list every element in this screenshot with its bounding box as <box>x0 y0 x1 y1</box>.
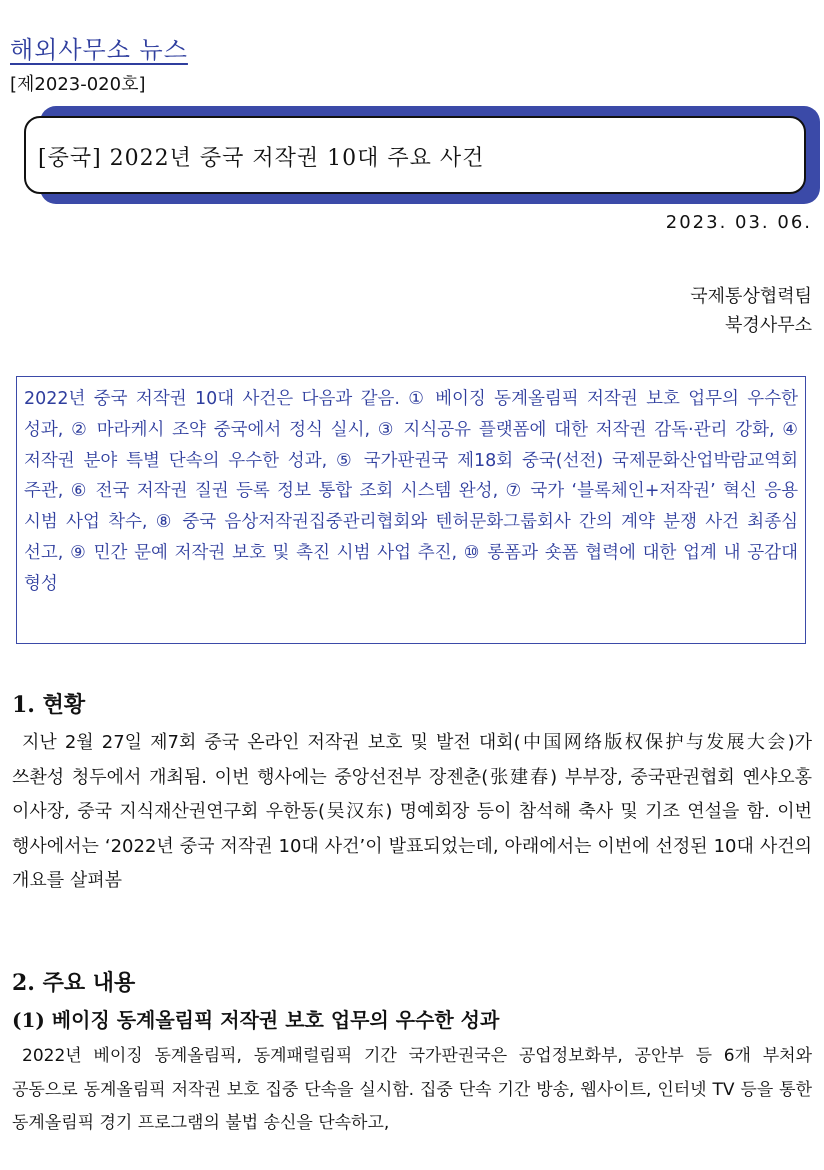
subsection-heading-1: (1) 베이징 동계올림픽 저작권 보호 업무의 우수한 성과 <box>12 1008 500 1032</box>
author-office: 북경사무소 <box>725 315 812 336</box>
series-title: 해외사무소 뉴스 <box>10 36 188 64</box>
summary-text: 2022년 중국 저작권 10대 사건은 다음과 같음. ① 베이징 동계올림픽 저작권 보호 업무의 우수한 성과, ② 마라케시 조약 중국에서 정식 실시, ③ 지식공유 플랫폼에 대한 저작권 감독·관리 강화, ④ 저작권 분야 특별 단속의 우수한 성과, ⑤ 국가판권국 제18회 중국(선전) 국제문화산업박람교역회 주관, ⑥ 전국 저작권 질권 등록 정보 통합 조회 시스템 완성, ⑦ 국가 ‘블록체인+저작권’ 혁신 응용 시범 사업 착수, ⑧ 중국 음상저작권집중관리협회와 텐허문화그룹회사 간의 계약 분쟁 사건 최종심 선고, ⑨ 민간 문예 저작권 보호 및 촉진 시범 사업 추진, ⑩ 롱폼과 숏폼 협력에 대한 업계 내 공감대 형성 <box>24 389 798 594</box>
section-heading-main-content: 2. 주요 내용 <box>12 970 136 996</box>
page-title: [중국] 2022년 중국 저작권 10대 주요 사건 <box>38 146 485 171</box>
author-team: 국제통상협력팀 <box>690 286 812 307</box>
section-heading-status: 1. 현황 <box>12 692 86 718</box>
status-paragraph: 지난 2월 27일 제7회 중국 온라인 저작권 보호 및 발전 대회(中国网络版权保护与发展大会)가 쓰촨성 청두에서 개최됨. 이번 행사에는 중앙선전부 장젠춘(张建春) 부부장, 중국판권협회 옌샤오홍 이사장, 중국 지식재산권연구회 우한동(吴汉东) 명예회장 등이 참석해 축사 및 기조 연설을 함. 이번 행사에서는 ‘2022년 중국 저작권 10대 사건’이 발표되었는데, 아래에서는 이번에 선정된 10대 사건의 개요를 살펴봄 <box>12 732 812 892</box>
subsection-paragraph-1: 2022년 베이징 동계올림픽, 동계패럴림픽 기간 국가판권국은 공업정보화부, 공안부 등 6개 부처와 공동으로 동계올림픽 저작권 보호 집중 단속을 실시함. 집중 단속 기간 방송, 웹사이트, 인터넷 TV 등을 통한 동계올림픽 경기 프로그램의 불법 송신을 단속하고, <box>12 1046 812 1134</box>
publish-date: 2023. 03. 06. <box>665 212 812 233</box>
issue-number: [제2023-020호] <box>10 74 146 95</box>
